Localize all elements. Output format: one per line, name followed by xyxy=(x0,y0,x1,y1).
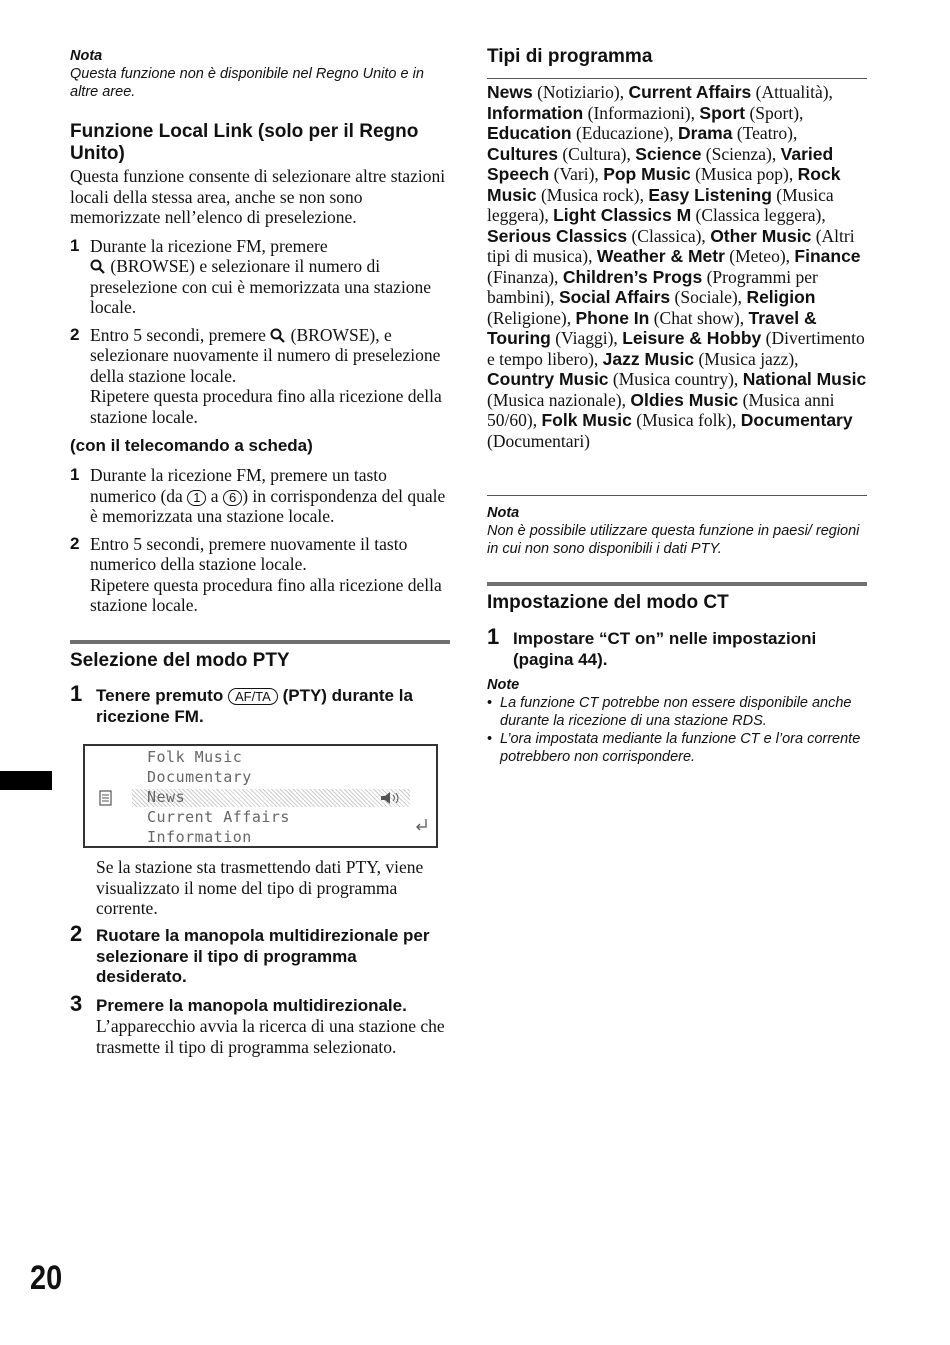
program-type-name: Religion xyxy=(746,287,816,307)
program-type-translation: (Altri tipi di musica), xyxy=(487,225,855,266)
program-type-translation: (Cultura), xyxy=(557,143,636,164)
list-item: • L’ora impostata mediante la funzione CT e l’ora corrente potrebbero non corrispondere. xyxy=(487,730,867,766)
search-icon xyxy=(270,325,286,345)
display-line: Current Affairs xyxy=(147,808,290,826)
program-type-translation: (Musica country), xyxy=(608,369,743,389)
program-type-name: Travel & Touring xyxy=(487,307,817,348)
program-type-list xyxy=(487,82,867,451)
local-link-intro: Questa funzione consente di selezionare altre stazioni locali della stessa area, anche se non sono memorizzate nell’elenco di preselezione. xyxy=(70,166,446,227)
program-type-translation: (Viaggi), xyxy=(550,328,623,348)
program-type-translation: (Classica), xyxy=(627,225,711,246)
program-type-name: Education xyxy=(487,123,572,143)
note-text: Questa funzione non è disponibile nel Regno Unito e in altre aree. xyxy=(70,66,424,100)
af-ta-key: AF/TA xyxy=(228,688,278,705)
program-type-translation: (Musica rock), xyxy=(536,184,649,205)
ct-step-1: 1 Impostare “CT on” nelle impostazioni (pagina 44). xyxy=(487,624,817,669)
program-type-name: Finance xyxy=(794,246,861,266)
tipi-top-rule xyxy=(487,78,867,79)
program-type-name: Folk Music xyxy=(541,410,632,430)
remote-subtitle: (con il telecomando a scheda) xyxy=(70,436,313,455)
program-type-name: Current Affairs xyxy=(628,82,752,102)
program-type-translation: (Sociale), xyxy=(670,287,747,307)
program-type-translation: (Scienza), xyxy=(701,143,781,164)
program-type-translation: (Documentari) xyxy=(487,430,591,451)
pty-step-3: 3 Premere la manopola multidirezionale. L’apparecchio avvia la ricerca di una stazione che trasmette il tipo di programma selezionato. xyxy=(70,996,450,1058)
search-icon xyxy=(90,256,106,276)
section-pty-cont xyxy=(96,857,450,919)
page-number: 20 xyxy=(30,1259,63,1297)
display-line: Information xyxy=(147,828,252,846)
local-link-title: Funzione Local Link (solo per il Regno Unito) xyxy=(70,121,419,164)
program-type-translation: (Classica leggera), xyxy=(691,205,826,225)
section-divider xyxy=(70,640,450,644)
pty-step-3-text: L’apparecchio avvia la ricerca di una stazione che trasmette il tipo di programma selezionato. xyxy=(96,1016,445,1057)
program-type-translation: (Notiziario), xyxy=(532,82,629,102)
program-type-name: Varied Speech xyxy=(487,143,834,184)
note-label: Nota xyxy=(70,48,103,64)
note-label: Nota xyxy=(487,505,520,521)
tipi-title: Tipi di programma xyxy=(487,46,653,67)
note-label: Note xyxy=(487,677,520,693)
program-type-name: Pop Music xyxy=(603,164,691,184)
program-type-name: Science xyxy=(635,143,702,164)
program-type-name: Other Music xyxy=(710,225,812,246)
document-icon xyxy=(99,790,113,811)
program-type-name: Cultures xyxy=(487,143,558,164)
program-type-name: Oldies Music xyxy=(630,389,739,410)
program-type-translation: (Musica anni 50/60), xyxy=(487,389,835,430)
pty-steps xyxy=(70,921,450,1057)
program-type-translation: (Meteo), xyxy=(724,246,795,266)
program-type-name: Country Music xyxy=(487,369,609,389)
program-type-name: Drama xyxy=(678,123,733,143)
local-link-step-2: 2 Entro 5 secondi, premere (BROWSE), e selezionare nuovamente il numero di preselezione della stazione locale. Ripetere questa procedura fino alla ricezione della stazione locale. xyxy=(70,324,442,427)
program-type-name: Children’s Progs xyxy=(562,266,703,287)
program-type-name: Leisure & Hobby xyxy=(622,328,762,348)
program-type-translation: (Informazioni), xyxy=(583,102,700,123)
program-type-name: Serious Classics xyxy=(487,225,628,246)
program-type-translation: (Musica jazz), xyxy=(694,348,799,369)
remote-step-1: 1 Durante la ricezione FM, premere un tasto numerico (da 1 a 6 ) in corrispondenza del quale è memorizzata una stazione locale. xyxy=(70,465,446,526)
key-6: 6 xyxy=(223,490,242,506)
program-type-translation: (Attualità), xyxy=(751,82,833,102)
list-item: • La funzione CT potrebbe non essere disponibile anche durante la ricezione di una stazione RDS. xyxy=(487,694,867,730)
note-local-link xyxy=(70,47,450,101)
section-local-link xyxy=(70,121,450,616)
pty-title: Selezione del modo PTY xyxy=(70,650,290,671)
program-type-translation: (Religione), xyxy=(487,307,576,328)
program-type-translation: (Musica nazionale), xyxy=(487,389,631,410)
section-ct xyxy=(487,592,867,766)
pty-step-1: 1 Tenere premuto AF/TA (PTY) durante la ricezione FM. xyxy=(70,681,413,726)
pty-step-2: 2 Ruotare la manopola multidirezionale per selezionare il tipo di programma desiderato. xyxy=(70,921,430,986)
section-tipi xyxy=(487,46,867,68)
program-type-name: National Music xyxy=(742,369,867,389)
program-type-translation: (Educazione), xyxy=(571,123,678,143)
program-type-name: Phone In xyxy=(575,307,650,328)
display-line: Documentary xyxy=(147,768,252,786)
display-description: Se la stazione sta trasmettendo dati PTY, viene visualizzato il nome del tipo di programma corrente. xyxy=(96,857,424,918)
program-type-translation: (Vari), xyxy=(549,164,604,184)
program-type-name: Weather & Metr xyxy=(596,246,725,266)
program-type-translation: (Musica pop), xyxy=(690,164,798,184)
key-1: 1 xyxy=(187,490,206,506)
program-type-name: Light Classics M xyxy=(553,205,692,225)
display-line-selected: News xyxy=(147,788,186,806)
program-type-name: Jazz Music xyxy=(602,348,695,369)
program-type-name: Rock Music xyxy=(487,164,841,205)
program-type-translation: (Teatro), xyxy=(732,123,798,143)
program-type-translation: (Divertimento e tempo libero), xyxy=(487,328,865,369)
program-type-name: News xyxy=(487,82,533,102)
side-tab-marker xyxy=(0,771,52,790)
speaker-icon xyxy=(379,791,401,810)
display-screen xyxy=(83,744,438,848)
program-type-translation: (Finanza), xyxy=(487,266,563,287)
program-type-translation: (Musica leggera), xyxy=(487,184,834,225)
program-type-name: Easy Listening xyxy=(648,184,772,205)
display-line: Folk Music xyxy=(147,748,243,766)
section-divider xyxy=(487,582,867,586)
section-pty xyxy=(70,650,450,727)
program-type-translation: (Chat show), xyxy=(649,307,749,328)
program-type-translation: (Sport), xyxy=(745,102,804,123)
local-link-step-1: 1 Durante la ricezione FM, premere (BROWSE) e selezionare il numero di preselezione con cui è memorizzata una stazione locale. xyxy=(70,235,432,317)
program-type-translation: (Musica folk), xyxy=(631,410,741,430)
program-type-name: Documentary xyxy=(740,410,853,430)
tipi-bottom-rule xyxy=(487,495,867,496)
note-pty xyxy=(487,504,867,558)
program-type-translation: (Programmi per bambini), xyxy=(487,266,818,307)
ct-notes xyxy=(487,694,867,766)
return-icon xyxy=(415,818,429,837)
remote-step-2: 2 Entro 5 secondi, premere nuovamente il tasto numerico della stazione locale. Ripetere questa procedura fino alla ricezione della stazione locale. xyxy=(70,533,442,615)
ct-title: Impostazione del modo CT xyxy=(487,592,729,613)
note-text: Non è possibile utilizzare questa funzione in paesi/ regioni in cui non sono disponibili i dati PTY. xyxy=(487,523,860,557)
program-type-name: Social Affairs xyxy=(558,287,671,307)
program-type-name: Sport xyxy=(699,102,746,123)
program-type-name: Information xyxy=(487,102,584,123)
